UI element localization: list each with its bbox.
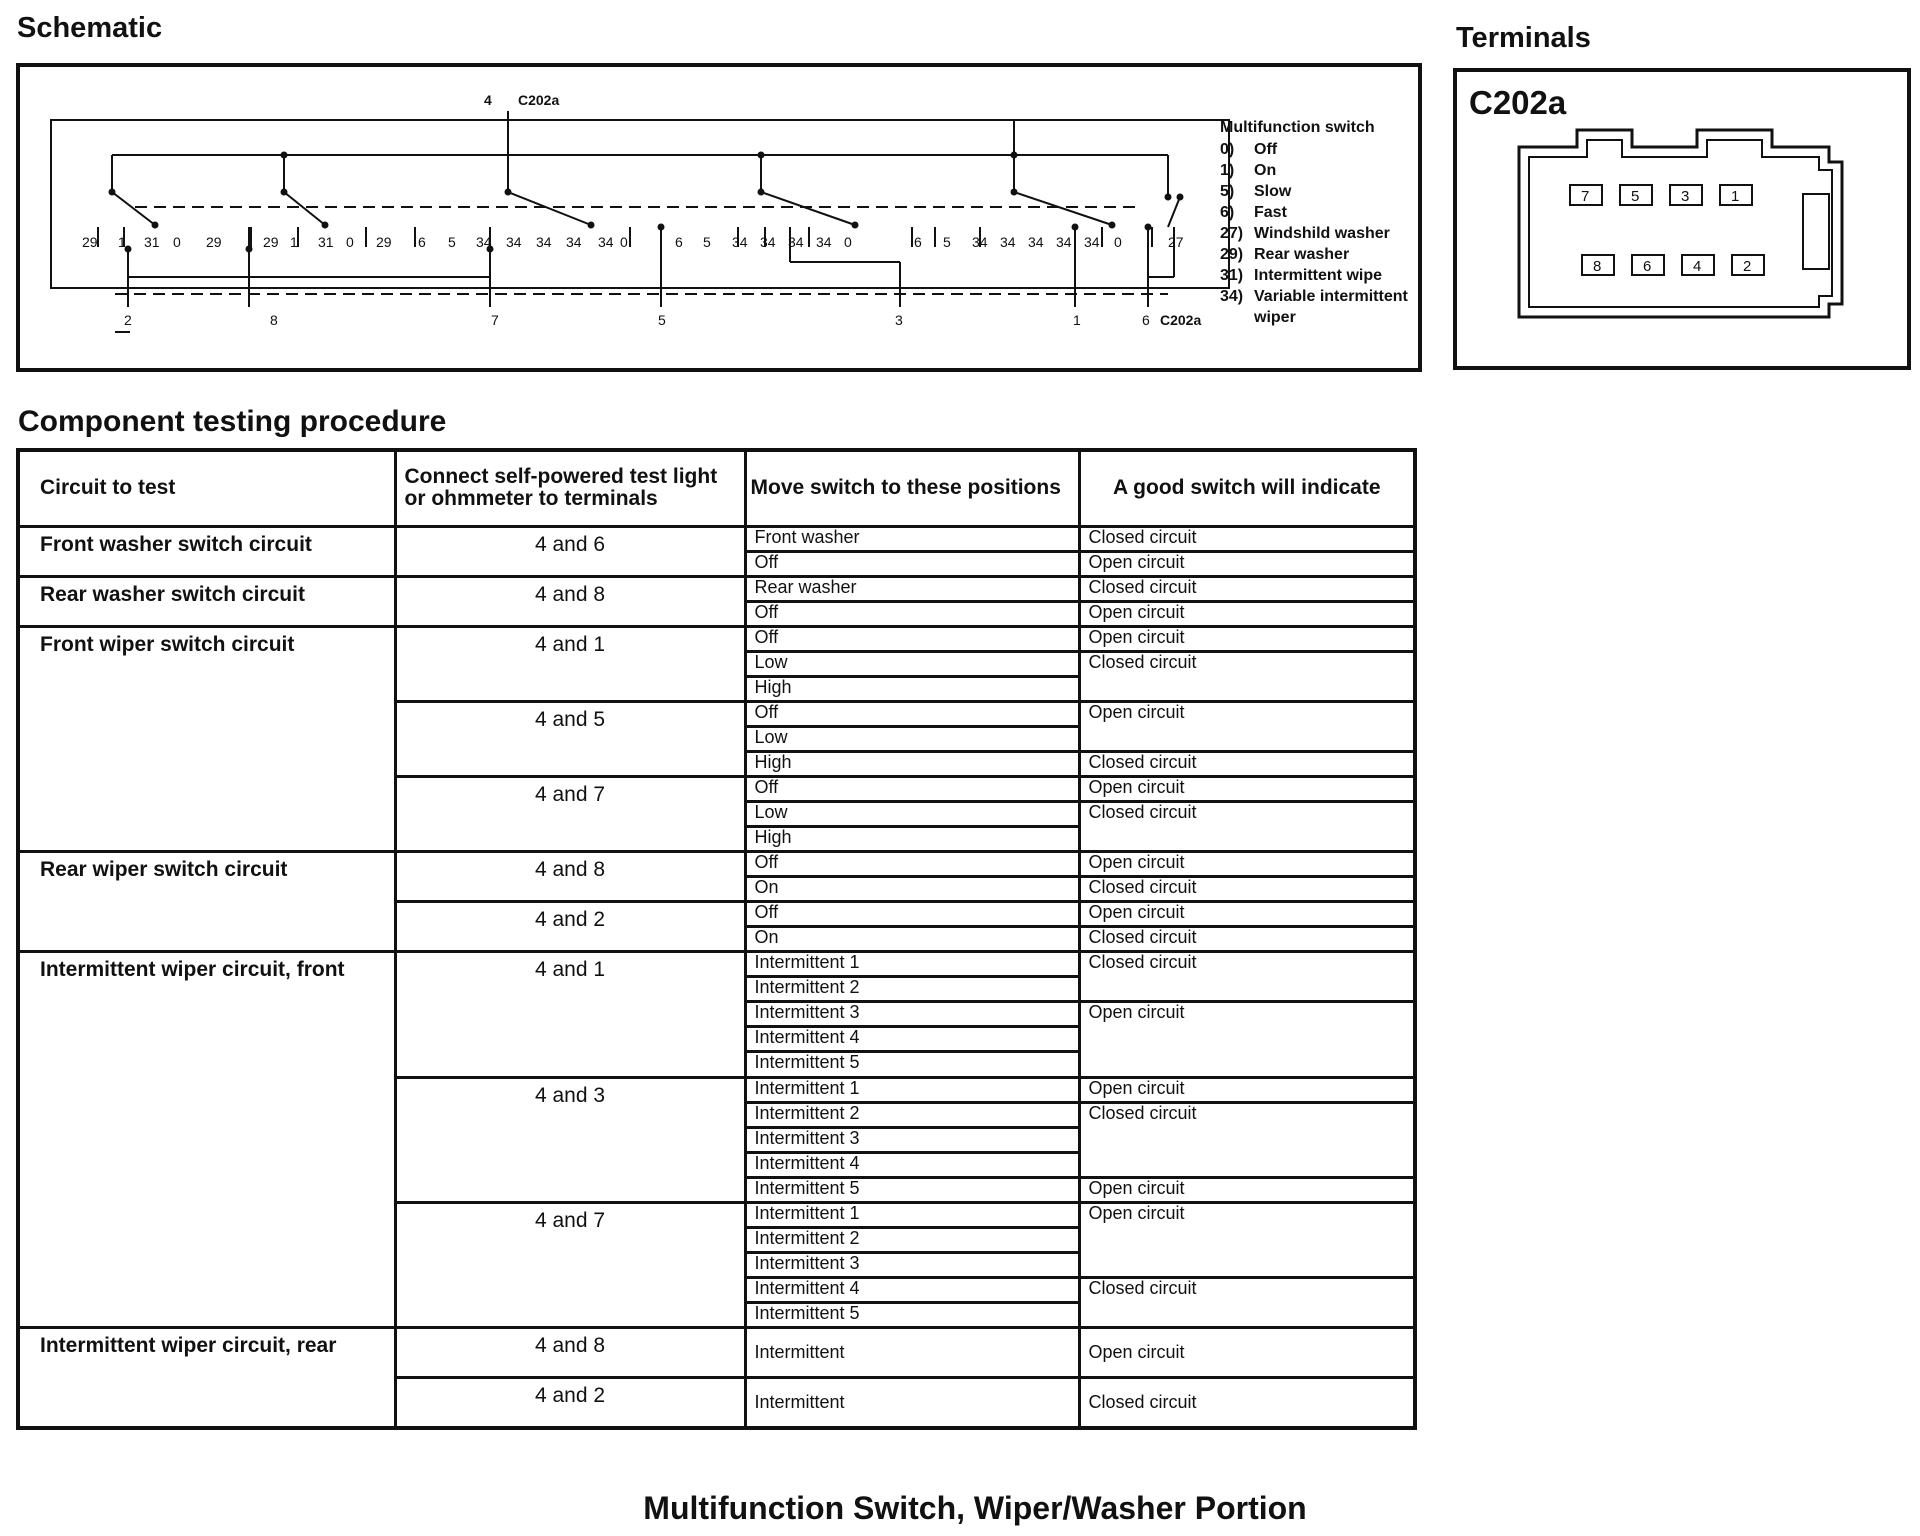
position-cell: Intermittent 4 <box>745 1152 1079 1177</box>
contact-dot <box>246 246 253 253</box>
table-row <box>18 952 1415 977</box>
position-cell: Off <box>745 551 1079 576</box>
terminal-pin-number: 1 <box>1731 188 1740 205</box>
result-cell: Closed circuit <box>1079 1102 1415 1177</box>
position-cell: High <box>745 751 1079 776</box>
connector-label: C202a <box>1160 312 1202 328</box>
switch-contact-label: 6 <box>914 234 922 250</box>
terminal-pin-number: 4 <box>1693 258 1702 275</box>
terminals-cell: 4 and 8 <box>395 1328 745 1378</box>
wiper-arm-3 <box>508 192 591 225</box>
result-cell: Closed circuit <box>1079 1277 1415 1327</box>
legend-item <box>1220 265 1408 286</box>
contact-dot <box>588 222 595 229</box>
component-testing-title: Component testing procedure <box>18 405 447 438</box>
header-circuit: Circuit to test <box>18 450 395 526</box>
contact-dot <box>1109 222 1116 229</box>
switch-contact-label: 0 <box>173 234 181 250</box>
table-row <box>18 1328 1415 1378</box>
position-cell: Off <box>745 626 1079 651</box>
circuit-cell: Rear wiper switch circuit <box>18 852 395 952</box>
wiper-arm-5 <box>1014 192 1112 225</box>
position-cell: Low <box>745 726 1079 751</box>
legend-heading: Multifunction switch <box>1220 119 1375 136</box>
terminals-cell: 4 and 3 <box>395 1077 745 1202</box>
terminal-pin-number: 8 <box>1593 258 1602 275</box>
contact-dot <box>322 222 329 229</box>
position-cell: Off <box>745 902 1079 927</box>
result-cell: Closed circuit <box>1079 651 1415 701</box>
schematic-diagram <box>16 63 1422 372</box>
switch-contact-label: 5 <box>943 234 951 250</box>
result-cell: Open circuit <box>1079 852 1415 877</box>
legend-key: 34) <box>1220 288 1244 305</box>
position-cell: Intermittent 4 <box>745 1277 1079 1302</box>
terminals-cell: 4 and 5 <box>395 701 745 776</box>
result-cell: Open circuit <box>1079 1002 1415 1077</box>
switch-contact-label: 34 <box>598 234 614 250</box>
position-cell: Off <box>745 852 1079 877</box>
switch-contact-label: 34 <box>732 234 748 250</box>
junction-dot <box>281 152 288 159</box>
position-cell: On <box>745 927 1079 952</box>
connector-pin-label: 1 <box>1073 312 1081 328</box>
legend-value: Rear washer <box>1254 246 1350 263</box>
switch-contact-label: 27 <box>1168 234 1184 250</box>
position-cell: Intermittent 3 <box>745 1002 1079 1027</box>
schematic-title: Schematic <box>17 12 163 44</box>
switch-contact-label: 34 <box>816 234 832 250</box>
position-cell: Off <box>745 776 1079 801</box>
switch-contact-label: 1 <box>290 234 298 250</box>
table-row <box>18 576 1415 601</box>
header-connect <box>395 450 745 526</box>
result-cell: Closed circuit <box>1079 802 1415 852</box>
result-cell: Closed circuit <box>1079 877 1415 902</box>
legend-key: 0) <box>1220 141 1235 158</box>
switch-contact-label: 5 <box>703 234 711 250</box>
switch-contact-label: 34 <box>566 234 582 250</box>
switch-contact-label: 34 <box>1056 234 1072 250</box>
switch-contact-label: 31 <box>144 234 160 250</box>
position-cell: Rear washer <box>745 576 1079 601</box>
terminal-pin-number: 5 <box>1631 188 1640 205</box>
contact-dot <box>852 222 859 229</box>
connector-label: C202a <box>1469 84 1567 121</box>
wiper-arm-2 <box>284 192 325 225</box>
junction-dot <box>758 152 765 159</box>
position-cell: Intermittent 3 <box>745 1127 1079 1152</box>
position-cell: Low <box>745 802 1079 827</box>
terminals-cell: 4 and 1 <box>395 952 745 1077</box>
header-connect-line2: or ohmmeter to terminals <box>404 487 658 511</box>
position-cell: Intermittent <box>745 1328 1079 1378</box>
header-connect-line1: Connect self-powered test light <box>404 465 718 489</box>
position-cell: Intermittent <box>745 1378 1079 1428</box>
contact-dot <box>109 189 116 196</box>
legend-value: Windshild washer <box>1254 225 1390 242</box>
result-cell: Open circuit <box>1079 1177 1415 1202</box>
legend-item <box>1220 181 1408 202</box>
result-cell: Open circuit <box>1079 1202 1415 1277</box>
footer-title: Multifunction Switch, Wiper/Washer Portion <box>643 1490 1307 1526</box>
result-cell: Open circuit <box>1079 701 1415 751</box>
switch-contact-label: 34 <box>536 234 552 250</box>
position-cell: Intermittent 1 <box>745 952 1079 977</box>
terminals-cell: 4 and 7 <box>395 776 745 851</box>
contact-dot <box>505 189 512 196</box>
switch-contact-label: 6 <box>675 234 683 250</box>
contact-dot <box>1177 194 1184 201</box>
connector-latch <box>1803 194 1829 269</box>
result-cell: Open circuit <box>1079 551 1415 576</box>
legend-key: 27) <box>1220 225 1244 242</box>
legend-value: Fast <box>1254 204 1287 221</box>
legend-value: wiper <box>1254 309 1296 326</box>
result-cell: Open circuit <box>1079 1328 1415 1378</box>
table-header-row <box>18 450 1415 526</box>
position-cell: Intermittent 1 <box>745 1077 1079 1102</box>
result-cell: Closed circuit <box>1079 751 1415 776</box>
legend-value: Variable intermittent <box>1254 288 1408 305</box>
terminals-cell: 4 and 1 <box>395 626 745 701</box>
switch-contact-label: 34 <box>1028 234 1044 250</box>
result-cell: Open circuit <box>1079 776 1415 801</box>
legend-item <box>1220 286 1408 307</box>
switch-contact-label: 29 <box>206 234 222 250</box>
contact-dot <box>758 189 765 196</box>
position-cell: Intermittent 2 <box>745 977 1079 1002</box>
connector-outline <box>1519 130 1842 317</box>
terminal-pin-number: 7 <box>1581 188 1590 205</box>
table-row <box>18 852 1415 877</box>
switch-contact-label: 29 <box>82 234 98 250</box>
switch-contact-label: 34 <box>760 234 776 250</box>
terminals-diagram <box>1453 68 1911 370</box>
legend-item <box>1220 139 1408 160</box>
position-cell: Front washer <box>745 526 1079 551</box>
legend-key: 5) <box>1220 183 1235 200</box>
position-cell: Intermittent 2 <box>745 1227 1079 1252</box>
position-cell: High <box>745 827 1079 852</box>
switch-contact-label: 29 <box>263 234 279 250</box>
switch-contact-label: 1 <box>118 234 126 250</box>
result-cell: Closed circuit <box>1079 526 1415 551</box>
legend-key <box>1220 307 1254 328</box>
wiper-arm-4 <box>761 192 855 225</box>
legend-value: Intermittent wipe <box>1254 267 1383 284</box>
switch-contact-label: 0 <box>620 234 628 250</box>
legend-value: Off <box>1254 141 1278 158</box>
legend-item <box>1220 307 1408 328</box>
connector-pin-label: 5 <box>658 312 666 328</box>
legend-key: 6) <box>1220 204 1235 221</box>
terminal-pin-number: 6 <box>1643 258 1652 275</box>
switch-legend <box>1220 117 1408 328</box>
switch-contact-label: 5 <box>448 234 456 250</box>
legend-key: 31) <box>1220 267 1244 284</box>
header-move: Move switch to these positions <box>745 450 1079 526</box>
circuit-cell: Intermittent wiper circuit, rear <box>18 1328 395 1429</box>
circuit-cell: Intermittent wiper circuit, front <box>18 952 395 1328</box>
position-cell: Intermittent 5 <box>745 1177 1079 1202</box>
legend-item <box>1220 223 1408 244</box>
connector-face <box>1457 72 1915 374</box>
header-indicate: A good switch will indicate <box>1079 450 1415 526</box>
legend-item <box>1220 202 1408 223</box>
contact-dot <box>281 189 288 196</box>
connector-pin-label: 2 <box>124 312 132 328</box>
result-cell: Closed circuit <box>1079 927 1415 952</box>
connector-pin-label: 8 <box>270 312 278 328</box>
result-cell: Open circuit <box>1079 601 1415 626</box>
switch-contact-label: 31 <box>318 234 334 250</box>
result-cell: Open circuit <box>1079 902 1415 927</box>
terminals-cell: 4 and 7 <box>395 1202 745 1327</box>
switch-contact-label: 0 <box>844 234 852 250</box>
contact-dot <box>658 224 665 231</box>
switch-contact-label: 34 <box>1000 234 1016 250</box>
position-cell: Intermittent 3 <box>745 1252 1079 1277</box>
terminals-cell: 4 and 6 <box>395 526 745 576</box>
contact-dot <box>1011 189 1018 196</box>
result-cell: Closed circuit <box>1079 576 1415 601</box>
position-cell: Intermittent 5 <box>745 1052 1079 1077</box>
legend-value: On <box>1254 162 1277 179</box>
table-row <box>18 526 1415 551</box>
legend-key: 1) <box>1220 162 1235 179</box>
terminals-cell: 4 and 8 <box>395 852 745 902</box>
terminal-pin-number: 2 <box>1743 258 1752 275</box>
legend-value: Slow <box>1254 183 1292 200</box>
switch-contact-label: 6 <box>418 234 426 250</box>
switch-contact-label: 34 <box>506 234 522 250</box>
junction-dot <box>1011 152 1018 159</box>
switch-contact-label: 0 <box>346 234 354 250</box>
switch-contact-label: 34 <box>972 234 988 250</box>
legend-item <box>1220 244 1408 265</box>
terminals-cell: 4 and 2 <box>395 902 745 952</box>
terminals-title: Terminals <box>1456 22 1591 54</box>
position-cell: Off <box>745 601 1079 626</box>
position-cell: High <box>745 676 1079 701</box>
wiper-arm-6 <box>1168 197 1180 227</box>
legend-item <box>1220 160 1408 181</box>
contact-dot <box>1072 224 1079 231</box>
connector-label: C202a <box>518 92 560 108</box>
contact-dot <box>1165 194 1172 201</box>
table-row <box>18 626 1415 651</box>
position-cell: Intermittent 5 <box>745 1302 1079 1327</box>
connector-pin-label: 3 <box>895 312 903 328</box>
circuit-cell: Front wiper switch circuit <box>18 626 395 851</box>
position-cell: Intermittent 1 <box>745 1202 1079 1227</box>
terminals-cell: 4 and 2 <box>395 1378 745 1428</box>
position-cell: Low <box>745 651 1079 676</box>
position-cell: Intermittent 4 <box>745 1027 1079 1052</box>
connector-pin-label: 6 <box>1142 312 1150 328</box>
position-cell: Off <box>745 701 1079 726</box>
contact-dot <box>1145 224 1152 231</box>
terminals-cell: 4 and 8 <box>395 576 745 626</box>
connector-inner-outline <box>1529 140 1832 307</box>
switch-contact-label: 29 <box>376 234 392 250</box>
wiper-arm-1 <box>112 192 155 225</box>
contact-dot <box>152 222 159 229</box>
switch-contact-label: 34 <box>1084 234 1100 250</box>
switch-contact-label: 34 <box>476 234 492 250</box>
terminal-pin-number: 3 <box>1681 188 1690 205</box>
switch-contact-label: 34 <box>788 234 804 250</box>
circuit-cell: Front washer switch circuit <box>18 526 395 576</box>
result-cell: Open circuit <box>1079 1077 1415 1102</box>
circuit-cell: Rear washer switch circuit <box>18 576 395 626</box>
position-cell: On <box>745 877 1079 902</box>
switch-contact-label: 0 <box>1114 234 1122 250</box>
component-testing-table <box>16 448 1417 1430</box>
position-cell: Intermittent 2 <box>745 1102 1079 1127</box>
connector-pin-label: 4 <box>484 92 492 108</box>
result-cell: Closed circuit <box>1079 952 1415 1002</box>
connector-pin-label: 7 <box>491 312 499 328</box>
result-cell: Open circuit <box>1079 626 1415 651</box>
result-cell: Closed circuit <box>1079 1378 1415 1428</box>
legend-key: 29) <box>1220 246 1244 263</box>
schematic-drawing <box>20 67 1426 376</box>
